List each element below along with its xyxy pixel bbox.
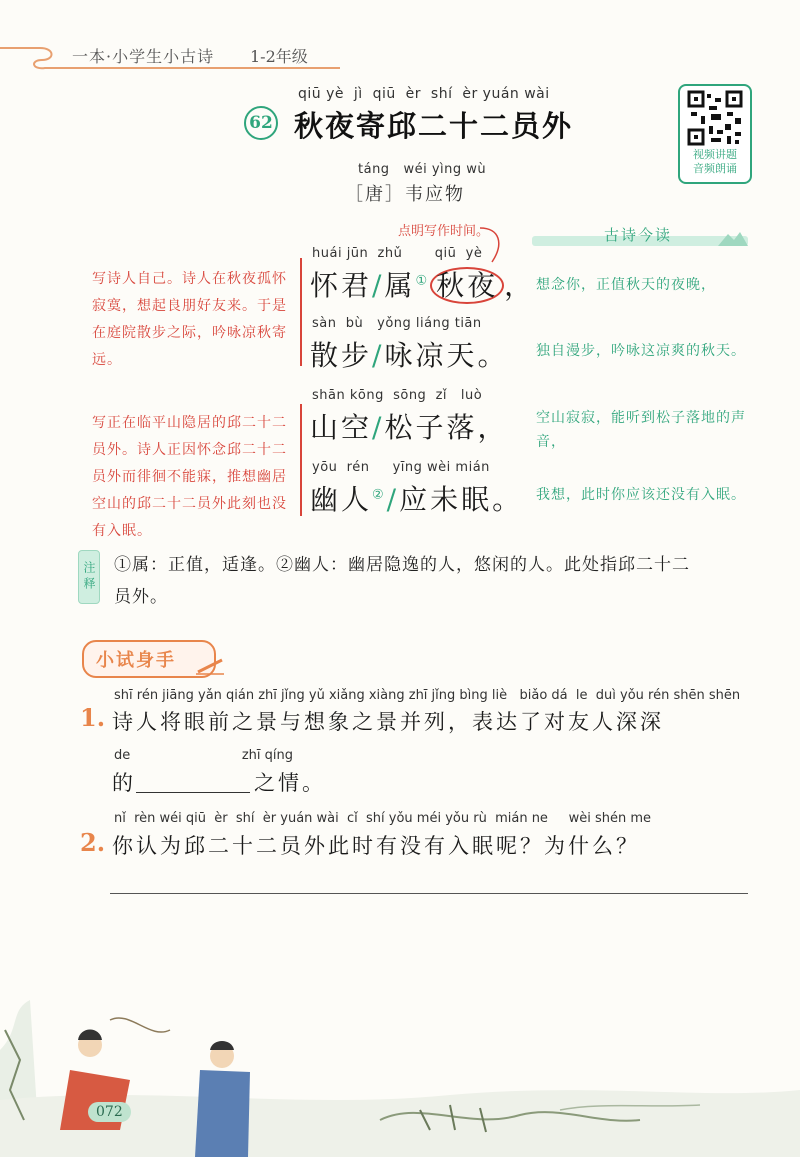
header-series: 一本·小学生小古诗 (72, 47, 215, 66)
author-pinyin: táng wéi yìng wù (358, 162, 487, 177)
q1-number: 1. (80, 703, 106, 732)
notes-label: 注释 (78, 550, 100, 604)
title-pinyin: qiū yè jì qiū èr shí èr yuán wài (298, 86, 550, 102)
line2-pinyin: sàn bù yǒng liáng tiān (312, 316, 482, 331)
q2-answer-line[interactable] (110, 893, 748, 894)
q1-pinyin-2: de zhī qíng (114, 748, 293, 763)
poem-author: 韦应物 (405, 184, 465, 205)
modern-line-4: 我想，此时你应该还没有入眠。 (536, 487, 746, 503)
page-number: 072 (88, 1102, 131, 1122)
q2-text: 你认为邱二十二员外此时有没有入眠呢？为什么？ (112, 834, 640, 858)
qr-label-video: 视频讲题 (693, 148, 737, 161)
header-grade: 1-2年级 (250, 47, 308, 66)
poem-title: 秋夜寄邱二十二员外 (294, 109, 574, 143)
circled-phrase: 秋夜 (430, 267, 504, 304)
modern-line-3: 空山寂寂，能听到松子落地的声音， (536, 410, 746, 450)
annotation-arrow (478, 222, 508, 268)
qr-label-audio: 音频朗诵 (693, 162, 737, 175)
line3-pinyin: shān kōng sōng zǐ luò (312, 388, 483, 403)
q2-pinyin: nǐ rèn wéi qiū èr shí èr yuán wài cǐ shí yǒu méi yǒu rù mián ne wèi shén me (114, 811, 652, 826)
q1-answer-blank[interactable] (136, 792, 250, 793)
modern-line-2: 独自漫步，吟咏这凉爽的秋天。 (536, 343, 746, 359)
left-annotation-1: 写诗人自己。诗人在秋夜孤怀寂寞，想起良朋好友来。于是在庭院散步之际，吟咏凉秋寄远。 (92, 271, 287, 368)
left-annotation-2: 写正在临平山隐居的邱二十二员外。诗人正因怀念邱二十二员外而徘徊不能寐，推想幽居空山的邱二十二员外此刻也没有入眠。 (92, 415, 287, 539)
q1-text: 诗人将眼前之景与想象之景并列，表达了对友人深深 (112, 710, 664, 734)
q1-pinyin: shī rén jiāng yǎn qián zhī jǐng yǔ xiǎng xiàng zhī jǐng bìng liè biǎo dá le duì yǒu rén shēn shēn (114, 688, 741, 703)
practice-title: 小试身手 (96, 650, 176, 671)
poem-line-3: 山空/松子落， (310, 411, 509, 444)
line1-pinyin: huái jūn zhǔ qiū yè (312, 246, 483, 261)
modern-title-banner: 古诗今读 (532, 222, 748, 248)
q2-number: 2. (80, 828, 106, 857)
notes-text-2: 员外。 (114, 587, 168, 607)
poem-line-1: 怀君/属① 秋夜 ， (310, 269, 536, 302)
q1-text-2a: 的 (112, 771, 136, 795)
poem-dynasty: ［唐］ (345, 184, 405, 205)
q1-text-2b: 之情。 (254, 771, 326, 795)
poem-line-2: 散步/咏凉天。 (310, 339, 509, 372)
poem-number: 62 (244, 106, 278, 140)
annotation-bar-1 (300, 258, 302, 366)
poem-line-4: 幽人②/应未眠。 (310, 483, 524, 516)
poet-illustration (0, 990, 800, 1157)
modern-line-1: 想念你，正值秋天的夜晚， (536, 277, 716, 293)
line4-pinyin: yōu rén yīng wèi mián (312, 460, 490, 475)
annotation-bar-2 (300, 404, 302, 516)
time-annotation: 点明写作时间。 (398, 224, 490, 239)
mountain-icon (718, 228, 748, 248)
qr-box[interactable] (678, 84, 752, 184)
qr-code-icon (687, 90, 743, 146)
notes-text-1: ①属：正值，适逢。②幽人：幽居隐逸的人，悠闲的人。此处指邱二十二 (114, 555, 690, 575)
pen-icon (196, 656, 226, 676)
